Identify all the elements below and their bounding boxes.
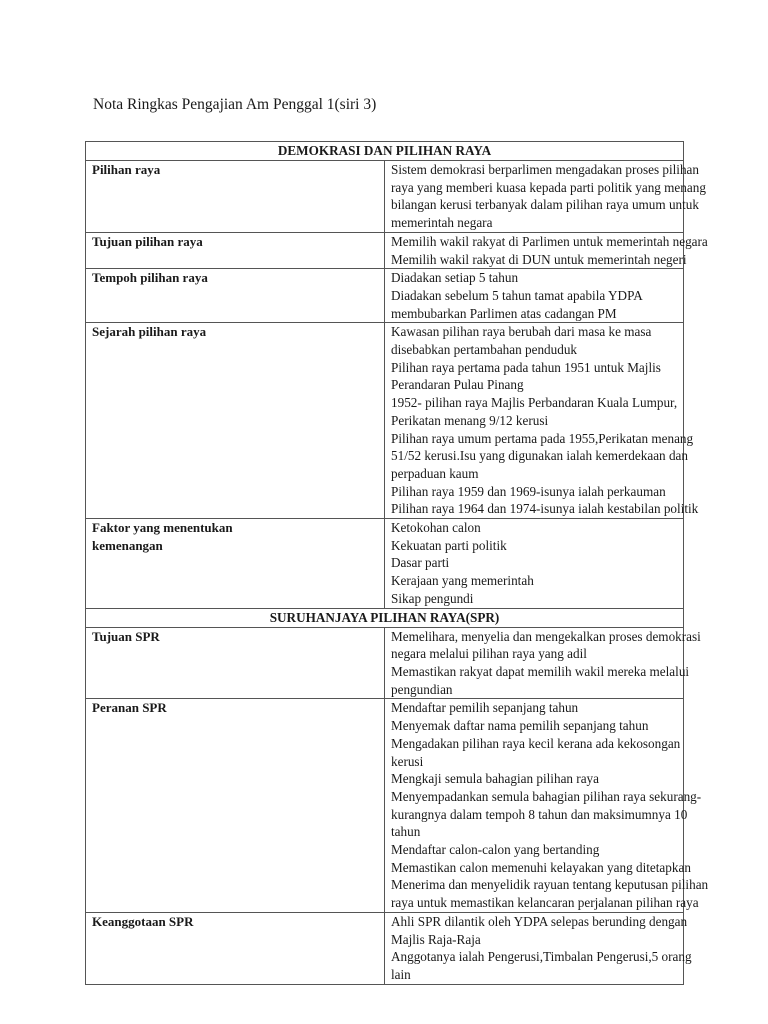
row-label-cell [86,161,385,233]
row-label-text: kemenangan [92,537,163,553]
content-line: Pilihan raya 1959 dan 1969-isunya ialah perkauman [391,483,666,499]
content-line: Diadakan setiap 5 tahun [391,270,519,286]
section-heading-row [86,608,684,627]
row-label-cell [86,627,385,699]
table-row [86,323,684,519]
row-content-cell [385,232,708,268]
content-line: memerintah negara [391,215,493,231]
table-row [86,232,684,268]
row-content-cell [385,323,699,519]
content-line: Mengadakan pilihan raya kecil kerana ada kekosongan [391,735,681,751]
content-line: Pilihan raya umum pertama pada 1955,Perikatan menang [391,430,694,446]
notes-table-body [86,142,709,985]
content-line: Mendaftar pemilih sepanjang tahun [391,700,579,716]
content-line: pengundian [391,681,453,697]
content-line: Menyempadankan semula bahagian pilihan raya sekurang- [391,788,702,804]
row-label-cell [86,519,385,609]
table-row [86,269,684,323]
content-line: Sikap pengundi [391,590,474,606]
section-heading: DEMOKRASI DAN PILIHAN RAYA [86,142,684,161]
content-line: Memilih wakil rakyat di Parlimen untuk memerintah negara [391,233,708,249]
table-row [86,627,684,699]
content-line: Mengkaji semula bahagian pilihan raya [391,771,599,787]
row-label-text: Tujuan SPR [92,628,160,644]
content-line: Majlis Raja-Raja [391,931,481,947]
content-line: 51/52 kerusi.Isu yang digunakan ialah kemerdekaan dan [391,448,688,464]
row-label-cell [86,269,385,323]
content-line: Memastikan calon memenuhi kelayakan yang ditetapkan [391,859,691,875]
content-line: disebabkan pertambahan penduduk [391,342,578,358]
row-content-cell [385,269,684,323]
content-line: membubarkan Parlimen atas cadangan PM [391,305,617,321]
content-line: raya untuk memastikan kelancaran perjalanan pilihan raya [391,895,699,911]
row-label-text: Faktor yang menentukan [92,520,233,536]
row-label-cell [86,912,385,984]
section-heading: SURUHANJAYA PILIHAN RAYA(SPR) [86,608,684,627]
row-label-text: Tempoh pilihan raya [92,270,208,286]
content-line: Kawasan pilihan raya berubah dari masa ke masa [391,324,652,340]
content-line: Diadakan sebelum 5 tahun tamat apabila YDPA [391,287,643,303]
content-line: Pilihan raya pertama pada tahun 1951 untuk Majlis [391,359,661,375]
content-line: perpaduan kaum [391,465,479,481]
content-line: Mendaftar calon-calon yang bertanding [391,842,600,858]
row-label-text: Sejarah pilihan raya [92,324,207,340]
row-content-cell [385,627,701,699]
content-line: Menerima dan menyelidik rayuan tentang keputusan pilihan [391,877,709,893]
content-line: Memastikan rakyat dapat memilih wakil mereka melalui [391,663,690,679]
content-line: Dasar parti [391,555,450,571]
content-line: 1952- pilihan raya Majlis Perbandaran Kuala Lumpur, [391,395,678,411]
content-line: negara melalui pilihan raya yang adil [391,646,587,662]
content-line: Sistem demokrasi berparlimen mengadakan proses pilihan [391,162,699,177]
content-line: raya yang memberi kuasa kepada parti politik yang menang [391,179,706,195]
row-label-cell [86,699,385,912]
content-line: lain [391,966,411,982]
content-line: Ahli SPR dilantik oleh YDPA selepas berunding dengan [391,913,688,929]
row-label-text: Keanggotaan SPR [92,913,194,929]
content-line: Perikatan menang 9/12 kerusi [391,412,549,428]
content-line: kerusi [391,753,424,769]
content-line: Kerajaan yang memerintah [391,573,534,589]
content-line: Memelihara, menyelia dan mengekalkan proses demokrasi [391,628,701,644]
row-label-text: Pilihan raya [92,162,161,177]
content-line: bilangan kerusi terbanyak dalam pilihan raya umum untuk [391,197,699,213]
content-line: Pilihan raya 1964 dan 1974-isunya ialah kestabilan politik [391,501,699,517]
row-content-cell [385,912,692,984]
content-line: tahun [391,824,421,840]
row-content-cell [385,699,709,912]
section-heading-row [86,142,684,161]
content-line: Perandaran Pulau Pinang [391,377,524,393]
table-row [86,912,684,984]
row-content-cell [385,519,684,609]
row-label-cell [86,232,385,268]
content-line: Menyemak daftar nama pemilih sepanjang tahun [391,718,649,734]
content-line: Anggotanya ialah Pengerusi,Timbalan Pengerusi,5 orang [391,949,692,965]
table-row [86,699,684,912]
content-line: Ketokohan calon [391,520,481,536]
row-content-cell [385,161,706,233]
content-line: kurangnya dalam tempoh 8 tahun dan maksimumnya 10 [391,806,688,822]
row-label-cell [86,323,385,519]
document-title: Nota Ringkas Pengajian Am Penggal 1(siri 3) [93,96,377,113]
content-line: Kekuatan parti politik [391,537,507,553]
table-row [86,519,684,609]
notes-table [85,141,709,985]
row-label-text: Peranan SPR [92,700,167,716]
row-label-text: Tujuan pilihan raya [92,233,203,249]
content-line: Memilih wakil rakyat di DUN untuk memerintah negeri [391,251,687,267]
table-row [86,161,684,233]
